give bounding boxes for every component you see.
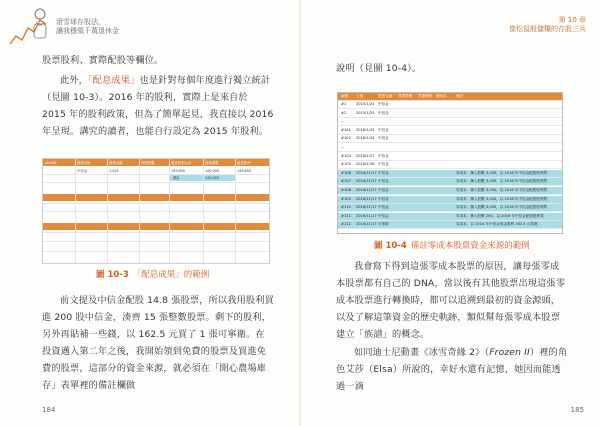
left-paragraph-3: 前文提及中信金配股 14.8 張股票，所以我用股利買進 200 股中信金，湊齊 15 張整數股票。剩下的股利，另外再貼補一些錢，以 162.5 元買了 1 張可寧衛。在投資邁入第二年之後，我開始領到免費的股票及買進免費的股票，這部分的資金來源，就必須在「開心農場庫存」表單裡的備註欄做 [42, 295, 274, 391]
sheet2-cell-name: 中信金 [378, 188, 389, 192]
sheet2-cell-date: 2015/1/25 [356, 110, 375, 115]
sheet2-cell-no: #106 [341, 170, 351, 175]
zero-cost-note-sheet [337, 92, 563, 234]
sheet2-cell-date: 2015/1/24 [356, 102, 375, 106]
sheet2-cell-name: 中信金 [378, 136, 389, 141]
sheet-header-1: 股票名稱 [77, 160, 91, 165]
col-line [169, 159, 170, 263]
sheet2-cell-no: #111 [341, 213, 351, 218]
sheet-header-3: 實際股數 [141, 160, 155, 165]
sheet2-row [338, 221, 562, 229]
sheet2-cell-no: #2 [341, 110, 347, 115]
sheet2-cell-name: 中信金 [378, 102, 389, 106]
sheet-cell-total: 149,850 [171, 169, 186, 173]
sheet2-cell-no: #101 [341, 127, 351, 132]
col-line [203, 159, 204, 263]
sheet2-cell-name: 中信金 [378, 162, 389, 167]
sheet2-row [338, 204, 562, 212]
sheet2-cell-note: 零成本：擁入股數 3,000，以 2016 年中信金配股股利買 [456, 196, 548, 201]
sheet2-header-1: 日期 [356, 94, 364, 98]
left-paragraph-2-b: 也是針對每個年度進行獨立統計（見圖 10-3）。2016 年的股利，實際上是來自於 2015 年的股利政策，但為了簡單起見，我直接以 2016 年呈現。講究的讀者，也能自行設定為 2015 年股利。 [42, 75, 274, 137]
book-title [56, 18, 196, 36]
figure-10-3-caption [96, 268, 209, 280]
book-logo-icon [6, 4, 52, 50]
sheet2-cell-note: 零成本：擁入股數 200，以 2016 年中信金配股股利買 [456, 213, 544, 218]
sheet2-row [338, 153, 562, 161]
col-line [235, 159, 236, 263]
sheet2-cell-date: 2016/11/17 [356, 222, 377, 227]
sheet2-cell-no: #1 [341, 102, 347, 106]
sheet2-row [338, 101, 562, 109]
right-paragraph-3-a: 如同迪士尼動畫《冰雪奇緣 2》（ [354, 347, 490, 358]
book-title-line-1: 滾雪球存股法， [56, 18, 105, 26]
sheet2-cell-date: 2016/1/27 [356, 153, 375, 158]
sheet-header-2: 股利金額 [109, 160, 123, 165]
col-line [139, 159, 140, 263]
sheet2-cell-no: #109 [341, 196, 351, 201]
sheet2-cell-name: 中信金 [378, 153, 389, 158]
sheet2-cell-name: 中信金 [378, 170, 389, 175]
right-paragraph-1: 說明（見圖 10-4）。 [336, 63, 422, 74]
sheet-header-4: 配息股利合計 [171, 160, 192, 165]
sheet2-row [338, 178, 562, 186]
sheet-total-value: 140,000 [205, 176, 220, 180]
sheet-cell-dividend: 1,025 [109, 169, 119, 173]
sheet2-cell-no: #102 [341, 136, 351, 141]
sheet2-header-3: 買進股數 [398, 94, 413, 98]
sheet2-cell-name: 中信金 [378, 179, 389, 184]
sheet2-cell-date: 2016/11/17 [356, 213, 377, 218]
sheet2-cell-date: 2016/1/26 [356, 162, 375, 167]
sheet-cell-count: 140,000 [205, 169, 220, 173]
right-paragraph-2: 我會寫下得到這張零成本股票的原因，讓每張零成本股票都有自己的 DNA，當以後有其他股票出現這張零成本股票進行轉換時，都可以追溯到最初的資金源頭，以及了解這筆資金的歷史軌跡，類似幫每張零成本股票建立「族譜」的概念。 [336, 261, 566, 340]
sheet2-row [338, 187, 562, 195]
sheet2-cell-date: 2016/1/23 [356, 127, 375, 132]
sheet2-row [338, 144, 562, 152]
sheet2-cell-no: ... [341, 119, 345, 124]
right-paragraph-3 [336, 344, 568, 395]
right-paragraph-3-italic: Frozen II [489, 347, 530, 358]
sheet2-cell-name: 中信金 [378, 205, 389, 210]
sheet2-header-0: 編號 [341, 94, 349, 98]
sheet2-header-6: 備註 [456, 94, 464, 98]
sheet2-cell-date: 2016/11/17 [356, 196, 377, 201]
sheet2-cell-name: 中信金 [378, 110, 389, 115]
sheet2-cell-no: #105 [341, 162, 351, 167]
sheet2-cell-name: 中信金 [378, 213, 389, 218]
left-paragraph-2-highlight: 「配息成果」 [88, 75, 140, 86]
sheet2-row [338, 135, 562, 143]
sheet2-row [338, 196, 562, 204]
figure-10-3-text: 「配息成果」的範例 [132, 270, 210, 280]
sheet2-header-4: 買進價格 [418, 94, 433, 98]
sheet2-cell-name: 中信金 [378, 127, 389, 132]
sheet2-row [338, 213, 562, 221]
sheet2-cell-note: 零成本：擁入股數 3,000，以 2016 年中信金配股股利買 [456, 179, 548, 184]
left-paragraph-2 [42, 72, 274, 140]
sheet2-cell-name: 可寧衛 [378, 222, 389, 227]
col-line [107, 159, 108, 263]
sheet2-header-row [338, 93, 562, 101]
dividend-results-sheet [42, 158, 270, 264]
sheet2-cell-note: 零成本：擁入股數 3,000，以 2016 年中信金配股股利買 [456, 170, 548, 175]
sheet2-cell-no: #108 [341, 188, 351, 192]
sheet2-cell-no: #107 [341, 179, 351, 184]
sheet2-cell-date: 2016/11/17 [356, 170, 377, 175]
sheet2-row [338, 127, 562, 135]
sheet2-row [338, 170, 562, 178]
right-page-number: 185 [570, 406, 584, 414]
figure-10-3-num: 圖 10-3 [96, 270, 129, 280]
sheet2-cell-no: ... [341, 145, 345, 149]
sheet2-row [338, 118, 562, 126]
sheet2-cell-date: 2016/11/17 [356, 188, 377, 192]
sheet2-cell-name: 中信金 [378, 196, 389, 201]
sheet-total-label: 總計 [173, 176, 180, 180]
sheet-cell-name: 中信金 [77, 169, 88, 173]
sheet-cell-dividend-2: 149,850 [237, 169, 252, 173]
sheet2-row [338, 161, 562, 169]
sheet-header-6: 配息股利 [237, 160, 251, 165]
sheet2-cell-no: #104 [341, 153, 351, 158]
sheet2-header-5: 總成本 [436, 94, 447, 98]
sheet2-cell-date: 2016/1/24 [356, 136, 375, 141]
figure-10-4-caption [374, 239, 530, 251]
chapter-title: 像松鼠般儲糧的存股三兵 [509, 25, 586, 33]
sheet-header-0: 2016年 [45, 160, 58, 165]
figure-10-4-num: 圖 10-4 [374, 241, 407, 251]
sheet-header-5: 股利總數 [205, 160, 219, 165]
page-gutter [299, 0, 301, 426]
right-header [416, 16, 586, 34]
left-page-number: 184 [42, 406, 56, 414]
col-line [75, 159, 76, 263]
sheet2-cell-note: 零成本：擁入股數 3,000，以 2016 年中信金配股股利買 [456, 205, 548, 210]
chapter-label: 第 10 章 [558, 16, 586, 24]
sheet2-cell-no: #112 [341, 222, 351, 227]
left-paragraph-1: 股票股利、實際配股等欄位。 [42, 55, 164, 66]
right-paragraph-3-b: ）裡的角色艾莎（Elsa）所說的，幸好水還有記憶，她因而能透過一滴 [336, 347, 568, 392]
figure-10-4-text: 備註零成本股票資金來源的範例 [410, 241, 530, 251]
book-title-line-2: 讓我穩領千萬退休金 [56, 27, 119, 35]
sheet2-cell-note: 零成本：以 2016 年中信金現金股利 162.5 元買進 [456, 222, 538, 227]
sheet2-header-2: 股票名稱 [378, 94, 393, 98]
sheet2-cell-date: 2016/11/17 [356, 205, 377, 210]
sheet2-cell-no: #110 [341, 205, 351, 210]
sheet2-cell-date: 2016/11/17 [356, 179, 377, 184]
sheet2-row [338, 110, 562, 118]
left-paragraph-2-a: 此外， [60, 75, 89, 86]
sheet2-cell-note: 零成本：擁入股數 3,000，以 2016 年中信金配股股利買 [456, 188, 548, 192]
